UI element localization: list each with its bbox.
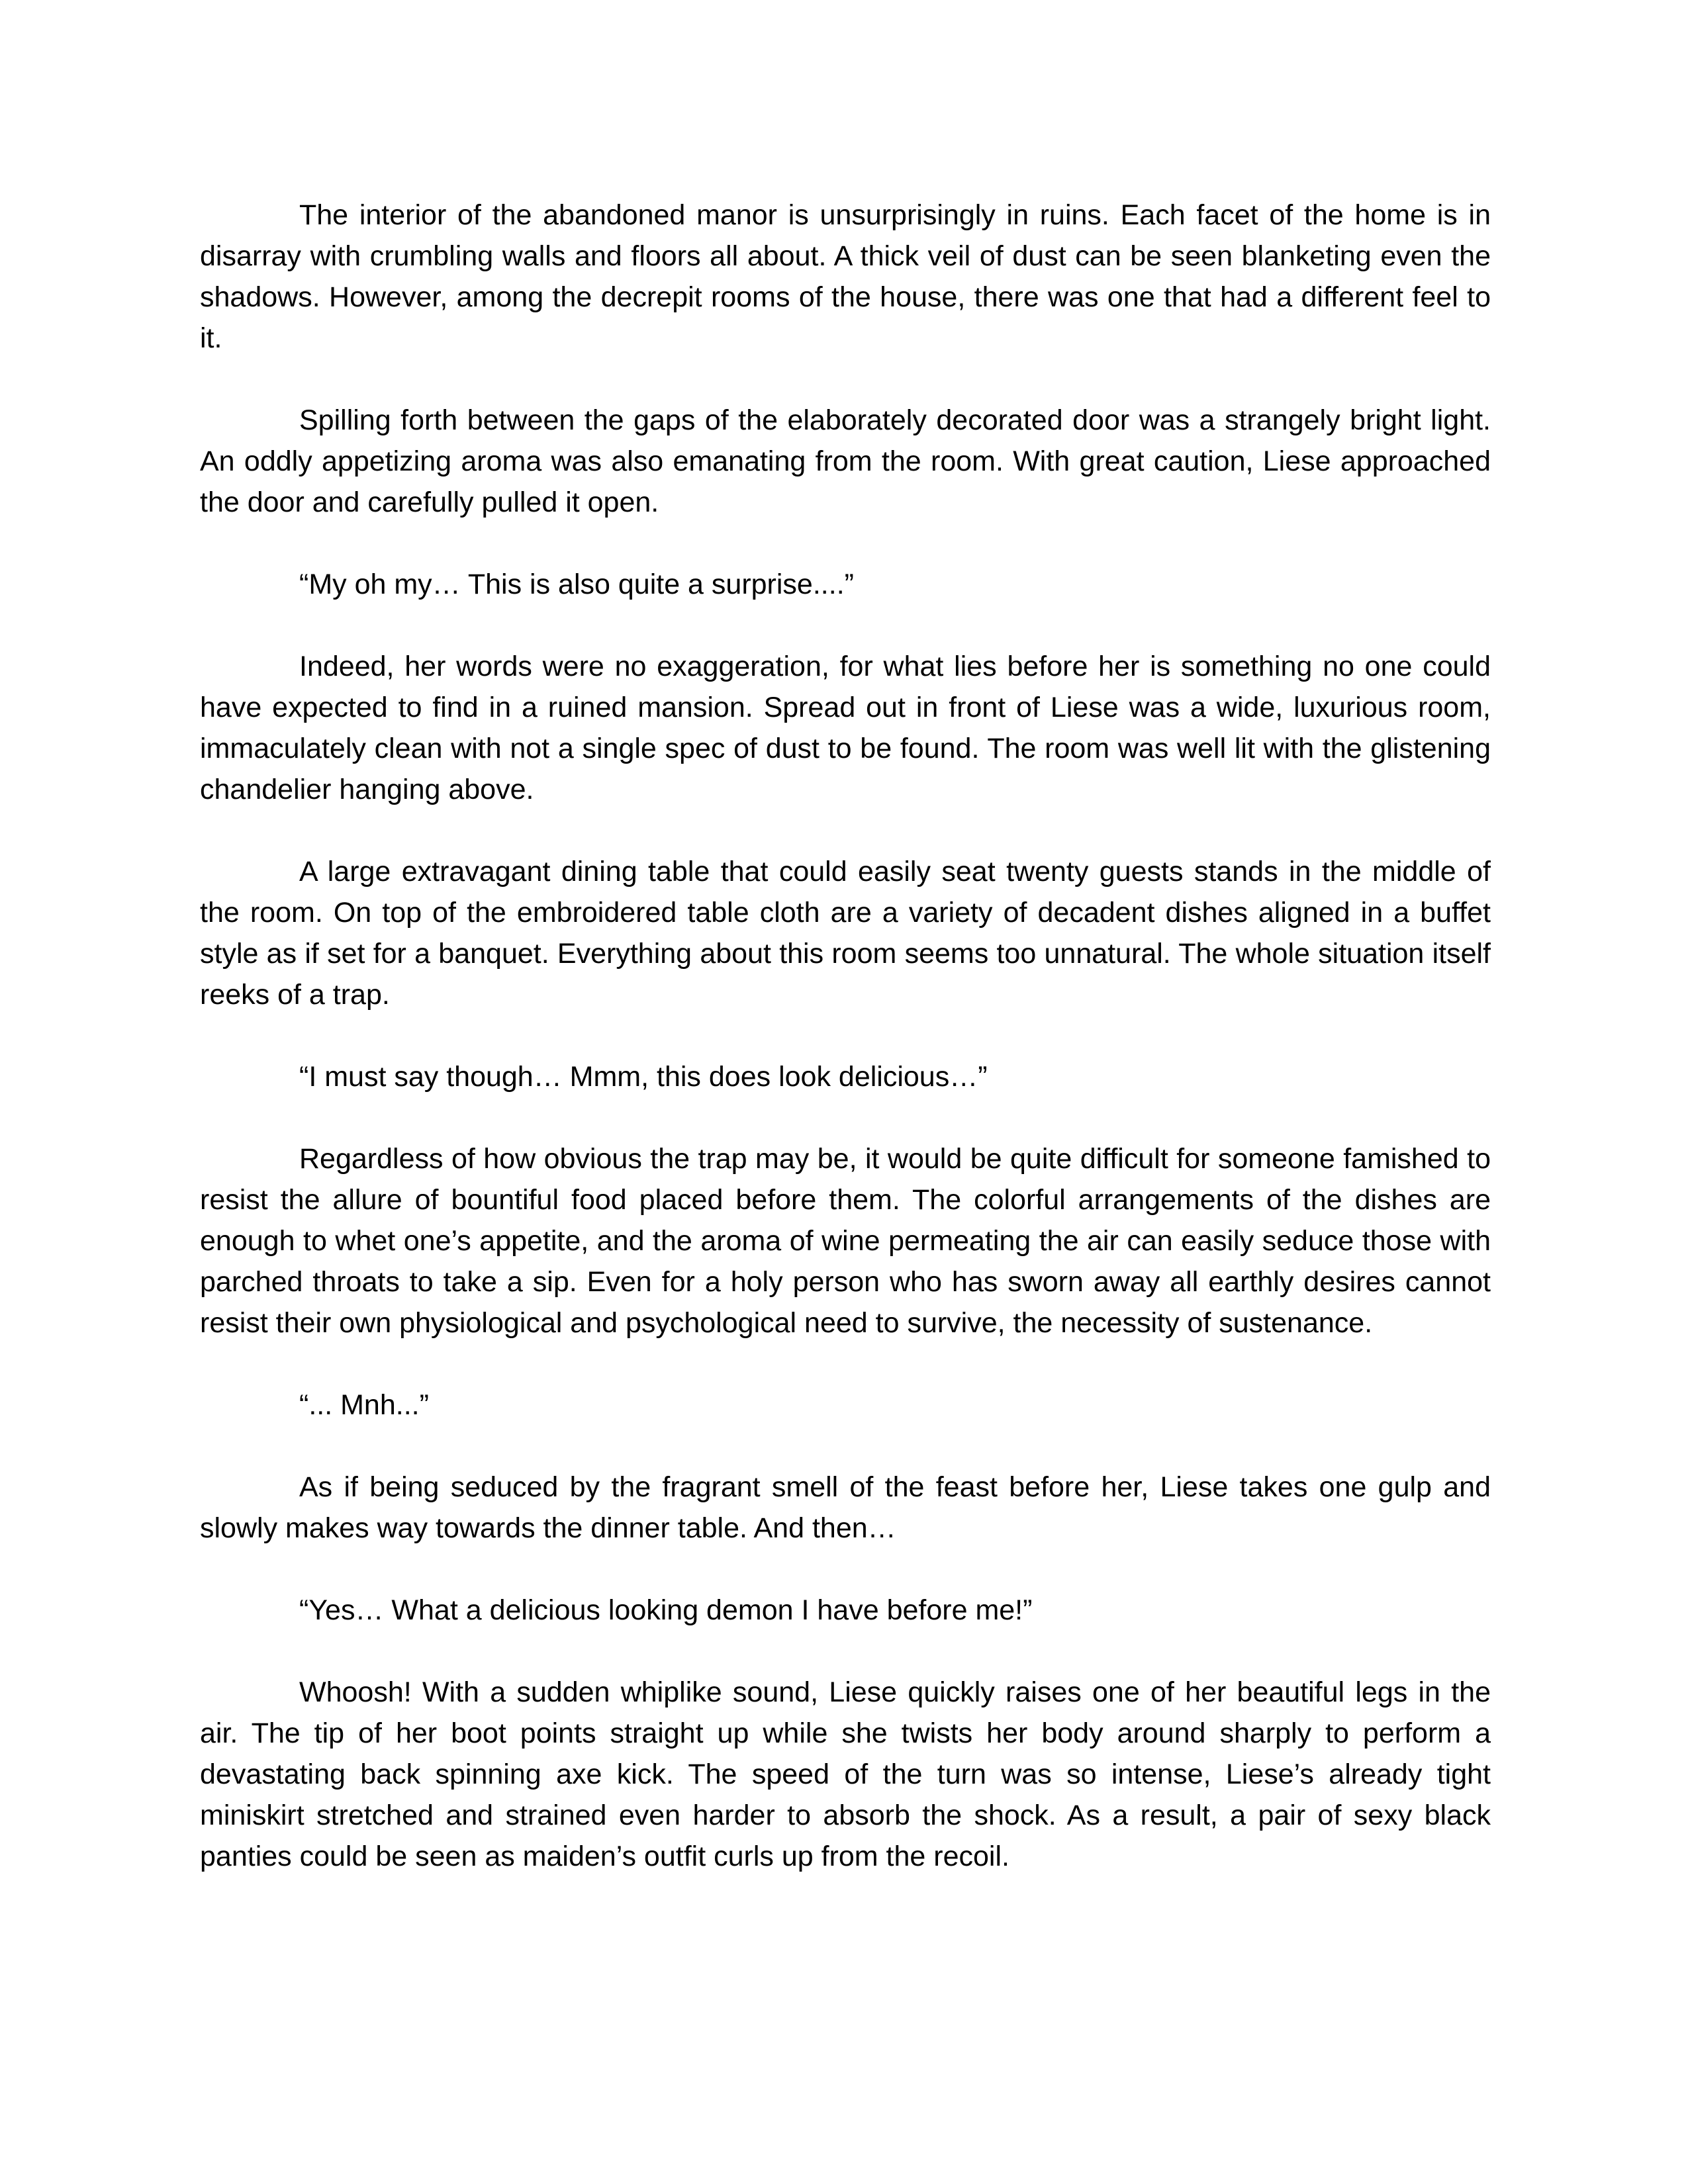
story-paragraph-dialogue: “I must say though… Mmm, this does look delicious…”: [299, 1061, 988, 1093]
story-text-block: [200, 195, 1491, 1918]
story-paragraph: Spilling forth between the gaps of the elaborately decorated door was a strangely bright light. An oddly appetizing aroma was also emanating from the room. With great caution, Liese approached the door and carefully pulled it open.: [200, 404, 1491, 518]
story-paragraph: A large extravagant dining table that could easily seat twenty guests stands in the middle of the room. On top of the embroidered table cloth are a variety of decadent dishes aligned in a buffet style as if set for a banquet. Everything about this room seems too unnatural. The whole situation itself reeks of a trap.: [200, 856, 1491, 1011]
story-paragraph: Indeed, her words were no exaggeration, for what lies before her is something no one could have expected to find in a ruined mansion. Spread out in front of Liese was a wide, luxurious room, immaculately clean with not a single spec of dust to be found. The room was well lit with the glistening chandelier hanging above.: [200, 651, 1491, 805]
story-paragraph: Whoosh! With a sudden whiplike sound, Liese quickly raises one of her beautiful legs in the air. The tip of her boot points straight up while she twists her body around sharply to perform a devastating back spinning axe kick. The speed of the turn was so intense, Liese’s already tight miniskirt stretched and strained even harder to absorb the shock. As a result, a pair of sexy black panties could be seen as maiden’s outfit curls up from the recoil.: [200, 1676, 1491, 1872]
story-paragraph-dialogue: “Yes… What a delicious looking demon I have before me!”: [299, 1594, 1033, 1626]
story-paragraph: Regardless of how obvious the trap may be, it would be quite difficult for someone famished to resist the allure of bountiful food placed before them. The colorful arrangements of the dishes are enough to whet one’s appetite, and the aroma of wine permeating the air can easily seduce those with parched throats to take a sip. Even for a holy person who has sworn away all earthly desires cannot resist their own physiological and psychological need to survive, the necessity of sustenance.: [200, 1143, 1491, 1339]
story-paragraph-dialogue: “... Mnh...”: [299, 1389, 429, 1421]
story-paragraph: The interior of the abandoned manor is unsurprisingly in ruins. Each facet of the home is in disarray with crumbling walls and floors all about. A thick veil of dust can be seen blanketing even the shadows. However, among the decrepit rooms of the house, there was one that had a different feel to it.: [200, 199, 1491, 354]
story-paragraph: As if being seduced by the fragrant smell of the feast before her, Liese takes one gulp and slowly makes way towards the dinner table. And then…: [200, 1471, 1491, 1544]
story-paragraph-dialogue: “My oh my… This is also quite a surprise....”: [299, 569, 854, 600]
